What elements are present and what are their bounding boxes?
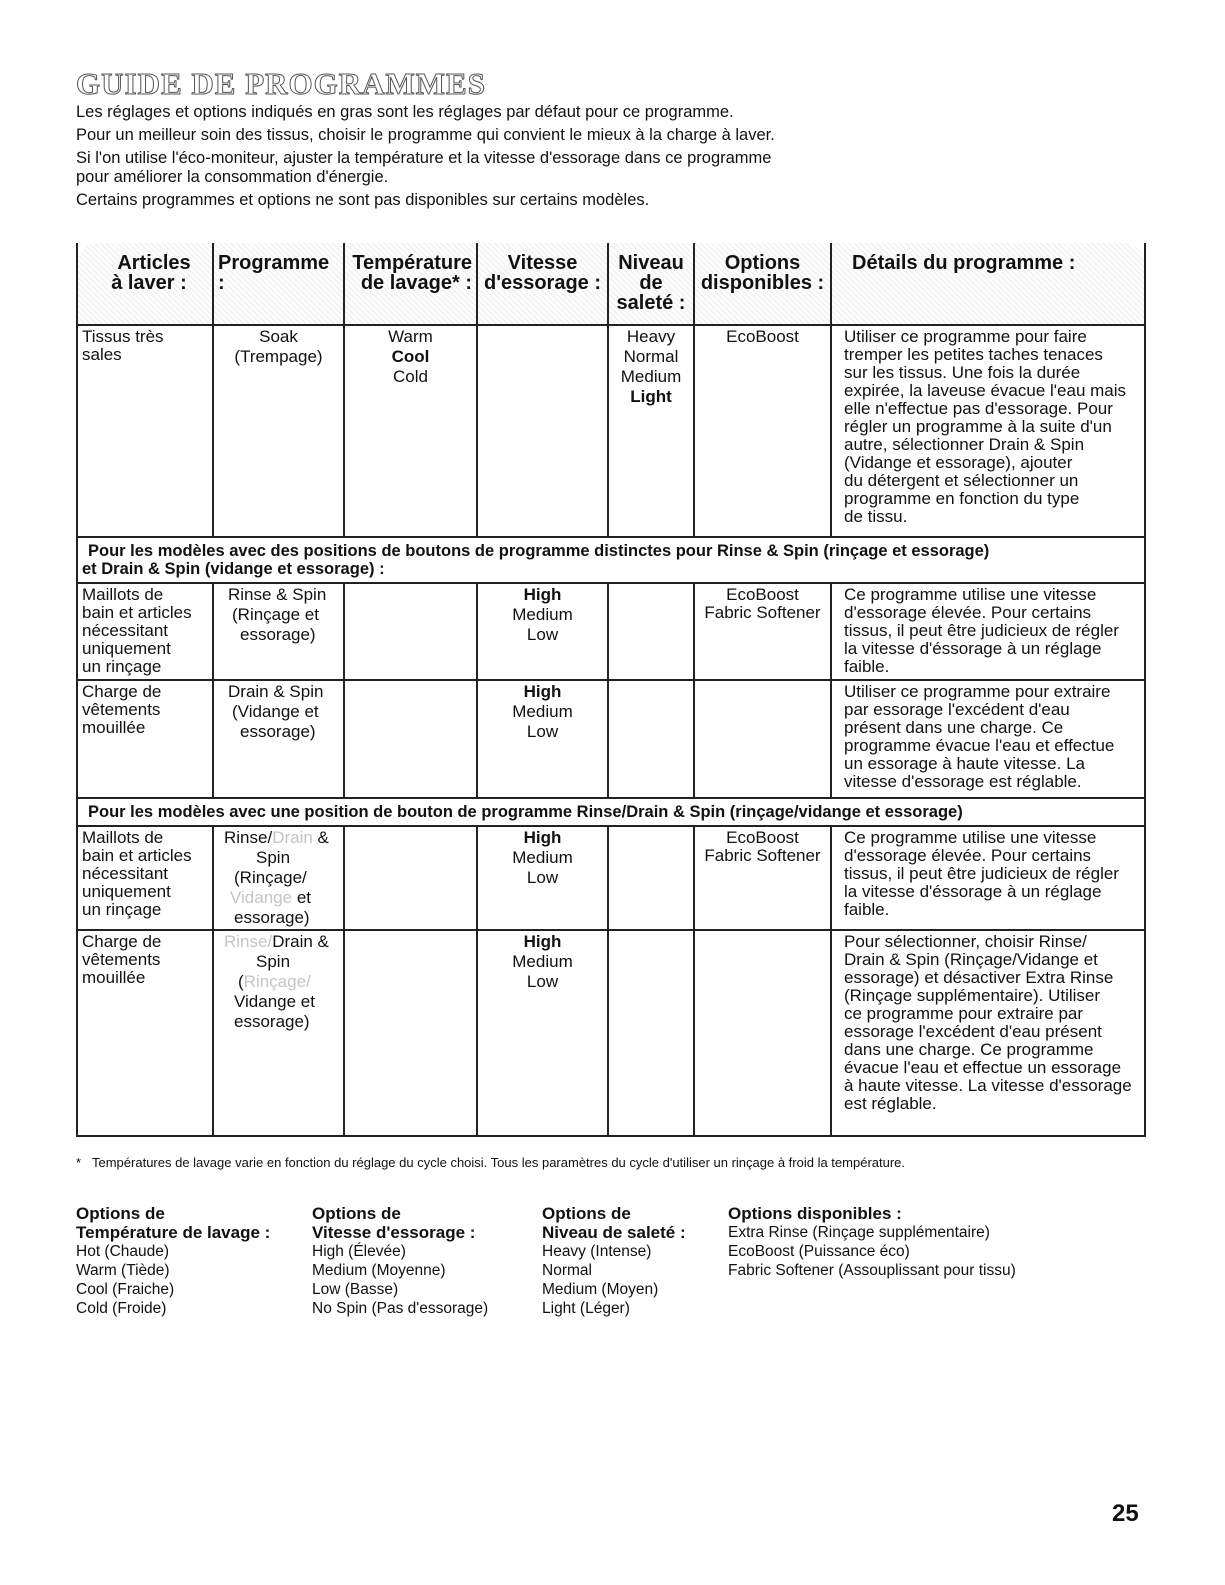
legend-heading: Options disponibles : xyxy=(728,1204,902,1223)
cell-vitesse: High Medium Low xyxy=(477,826,608,930)
section-combined-button xyxy=(77,798,1145,826)
cell-vitesse: High Medium Low xyxy=(477,680,608,798)
cell-details: Ce programme utilise une vitesse d'essorage élevée. Pour certains tissus, il peut être judicieux de régler la vitesse d'éssorage à un réglage faible. xyxy=(831,826,1145,930)
cell-programme: Rinse/Drain & Spin (Rinçage/ Vidange et essorage) xyxy=(213,826,344,930)
legend-item: Medium (Moyen) xyxy=(542,1281,659,1298)
cell-articles: Charge de vêtements mouillée xyxy=(77,680,213,798)
legend-item: Low (Basse) xyxy=(312,1281,399,1298)
section-heading: Pour les modèles avec des positions de boutons de programme distinctes pour Rinse & Spin (rinçage et essorage) et Drain & Spin (vidange et essorage) : xyxy=(77,537,1145,583)
legend-item: Heavy (Intense) xyxy=(542,1243,652,1260)
cell-programme: Drain & Spin (Vidange et essorage) xyxy=(213,680,344,798)
cell-niveau xyxy=(608,930,694,1136)
cell-vitesse: High Medium Low xyxy=(477,930,608,1136)
cell-vitesse xyxy=(477,325,608,537)
intro-text xyxy=(76,103,1136,214)
intro-line: Pour un meilleur soin des tissus, choisir le programme qui convient le mieux à la charge à laver. xyxy=(76,126,775,144)
row-soak xyxy=(77,325,1145,537)
cell-vitesse: High Medium Low xyxy=(477,583,608,680)
legend-heading: Options de xyxy=(312,1204,401,1223)
cell-niveau xyxy=(608,583,694,680)
legend-item: Cool (Fraiche) xyxy=(76,1281,175,1298)
row-drain-spin xyxy=(77,680,1145,798)
cell-details: Pour sélectionner, choisir Rinse/ Drain & Spin (Rinçage/Vidange et essorage) et désactiver Extra Rinse (Rinçage supplémentaire). Utiliser ce programme pour extraire par essorage l'excédent d'eau présent dans une charge. Ce programme évacue l'eau et effectue un essorage à haute vitesse. La vitesse d'essorage est réglable. xyxy=(831,930,1145,1136)
cell-temperature xyxy=(344,583,477,680)
page-number: 25 xyxy=(1112,1500,1139,1527)
cell-programme: Rinse & Spin (Rinçage et essorage) xyxy=(213,583,344,680)
legend-niveau xyxy=(542,1204,686,1318)
cell-temperature: Warm Cool Cold xyxy=(344,325,477,537)
cell-niveau xyxy=(608,680,694,798)
cell-details: Utiliser ce programme pour extraire par essorage l'excédent d'eau présent dans une charge. Ce programme évacue l'eau et effectue un essorage à haute vitesse. La vitesse d'essorage est réglable. xyxy=(831,680,1145,798)
cell-programme: Rinse/Drain & Spin (Rinçage/ Vidange et essorage) xyxy=(213,930,344,1136)
legend-heading: Niveau de saleté : xyxy=(542,1223,686,1242)
legend-heading: Vitesse d'essorage : xyxy=(312,1223,476,1242)
cell-programme: Soak (Trempage) xyxy=(213,325,344,537)
legend-item: Extra Rinse (Rinçage supplémentaire) xyxy=(728,1224,990,1241)
footnote-text: Températures de lavage varie en fonction du réglage du cycle choisi. Tous les paramètres du cycle d'utiliser un rinçage à froid la température. xyxy=(92,1155,906,1170)
legend-heading: Température de lavage : xyxy=(76,1223,271,1242)
cell-articles: Maillots de bain et articles nécessitant uniquement un rinçage xyxy=(77,583,213,680)
header-articles: Articles à laver : xyxy=(77,243,213,325)
cell-temperature xyxy=(344,680,477,798)
legend-heading: Options de xyxy=(76,1204,165,1223)
cell-options: EcoBoost xyxy=(694,325,831,537)
header-details: Détails du programme : xyxy=(831,243,1145,325)
cell-temperature xyxy=(344,930,477,1136)
row-combo-rinse xyxy=(77,826,1145,930)
legend-item: Medium (Moyenne) xyxy=(312,1262,446,1279)
cell-articles: Maillots de bain et articles nécessitant uniquement un rinçage xyxy=(77,826,213,930)
intro-line: pour améliorer la consommation d'énergie. xyxy=(76,168,389,186)
header-programme: Programme : xyxy=(213,243,344,325)
cell-articles: Tissus très sales xyxy=(77,325,213,537)
cell-articles: Charge de vêtements mouillée xyxy=(77,930,213,1136)
legend-temperature xyxy=(76,1204,270,1318)
cell-temperature xyxy=(344,826,477,930)
intro-line: Si l'on utilise l'éco-moniteur, ajuster la température et la vitesse d'essorage dans ce programme xyxy=(76,149,772,167)
legend-item: Warm (Tiède) xyxy=(76,1262,170,1279)
cell-niveau xyxy=(608,826,694,930)
row-combo-drain xyxy=(77,930,1145,1136)
cell-niveau: Heavy Normal Medium Light xyxy=(608,325,694,537)
section-separate-buttons xyxy=(77,537,1145,583)
legend-vitesse xyxy=(312,1204,488,1318)
legend-options xyxy=(728,1204,1016,1280)
cell-options: EcoBoost Fabric Softener xyxy=(694,583,831,680)
footnote xyxy=(76,1155,905,1170)
section-heading: Pour les modèles avec une position de bouton de programme Rinse/Drain & Spin (rinçage/vidange et essorage) xyxy=(77,798,1145,826)
cell-options: EcoBoost Fabric Softener xyxy=(694,826,831,930)
header-niveau: Niveau de saleté : xyxy=(608,243,694,325)
cell-details: Ce programme utilise une vitesse d'essorage élevée. Pour certains tissus, il peut être judicieux de régler la vitesse d'éssorage à un réglage faible. xyxy=(831,583,1145,680)
header-vitesse: Vitesse d'essorage : xyxy=(477,243,608,325)
legend-item: Cold (Froide) xyxy=(76,1300,167,1317)
legend-item: Hot (Chaude) xyxy=(76,1243,170,1260)
page-title: GUIDE DE PROGRAMMES xyxy=(76,66,486,101)
legend-item: Normal xyxy=(542,1262,592,1279)
legend-heading: Options de xyxy=(542,1204,631,1223)
program-table xyxy=(76,243,1146,1137)
header-temperature: Température de lavage* : xyxy=(344,243,477,325)
intro-line: Certains programmes et options ne sont pas disponibles sur certains modèles. xyxy=(76,191,650,209)
legend-item: EcoBoost (Puissance éco) xyxy=(728,1243,910,1260)
legend-item: Fabric Softener (Assouplissant pour tissu) xyxy=(728,1262,1016,1279)
footnote-marker: * xyxy=(76,1155,82,1170)
cell-details: Utiliser ce programme pour faire tremper les petites taches tenaces sur les tissus. Une fois la durée expirée, la laveuse évacue l'eau mais elle n'effectue pas d'essorage. Pour régler un programme à la suite d'un autre, sélectionner Drain & Spin (Vidange et essorage), ajouter du détergent et sélectionner un programme en fonction du type de tissu. xyxy=(831,325,1145,537)
cell-options xyxy=(694,930,831,1136)
legend-item: No Spin (Pas d'essorage) xyxy=(312,1300,489,1317)
cell-options xyxy=(694,680,831,798)
row-rinse-spin xyxy=(77,583,1145,680)
intro-line: Les réglages et options indiqués en gras sont les réglages par défaut pour ce programme. xyxy=(76,103,734,121)
header-options: Options disponibles : xyxy=(694,243,831,325)
header-row xyxy=(77,243,1145,325)
legend-item: High (Élevée) xyxy=(312,1243,406,1260)
legend-item: Light (Léger) xyxy=(542,1300,630,1317)
